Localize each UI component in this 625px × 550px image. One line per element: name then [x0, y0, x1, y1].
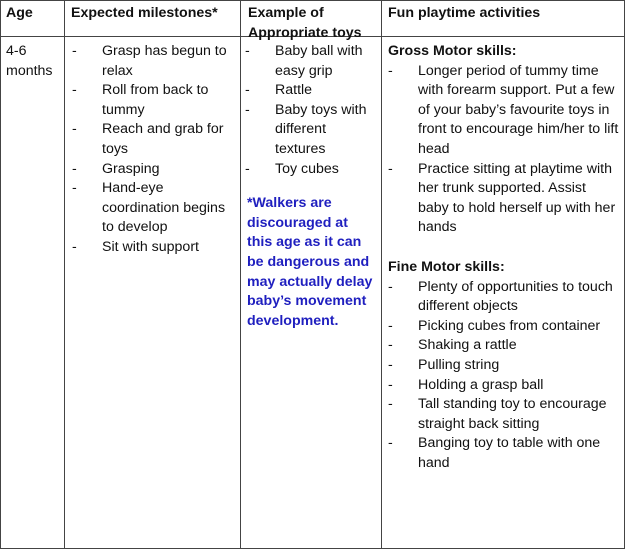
- fine-motor-title: Fine Motor skills:: [388, 258, 505, 275]
- list-item: - Banging toy to table with one hand: [388, 434, 620, 473]
- column-divider: [381, 0, 382, 548]
- list-item: - Holding a grasp ball: [388, 376, 620, 396]
- list-item: - Sit with support: [72, 238, 234, 258]
- list-item: - Grasping: [72, 160, 234, 180]
- gross-motor-title: Gross Motor skills:: [388, 43, 517, 59]
- list-item: - Plenty of opportunities to touch different objects: [388, 278, 620, 317]
- list-item: - Rattle: [245, 81, 377, 101]
- list-item: - Longer period of tummy time with forearm support. Put a few of your baby’s favourite toys in front to encourage him/her to lift head: [388, 62, 620, 160]
- header-toys: Example of Appropriate toys: [248, 5, 362, 41]
- milestones-list: [72, 42, 234, 258]
- header-milestones: Expected milestones*: [71, 5, 218, 21]
- gross-motor-list: [388, 62, 620, 238]
- list-item: - Practice sitting at playtime with her trunk supported. Assist baby to hold herself up with her hands: [388, 160, 620, 238]
- list-item: - Shaking a rattle: [388, 336, 620, 356]
- walker-warning: *Walkers are discouraged at this age as it can be dangerous and may actually delay baby’s movement development.: [247, 195, 373, 329]
- list-item: - Grasp has begun to relax: [72, 42, 234, 81]
- list-item: - Pulling string: [388, 356, 620, 376]
- list-item: - Baby ball with easy grip: [245, 42, 377, 81]
- list-item: - Reach and grab for toys: [72, 120, 234, 159]
- header-age: Age: [6, 5, 33, 21]
- list-item: - Baby toys with different textures: [245, 101, 377, 160]
- column-divider: [240, 0, 241, 548]
- list-item: - Hand-eye coordination begins to develop: [72, 179, 234, 238]
- age-cell: 4-6 months: [6, 43, 53, 79]
- list-item: - Roll from back to tummy: [72, 81, 234, 120]
- fine-motor-list: [388, 278, 620, 474]
- toys-list: [245, 42, 377, 179]
- header-activities: Fun playtime activities: [388, 5, 541, 21]
- list-item: - Tall standing toy to encourage straight back sitting: [388, 395, 620, 434]
- toys-cell: [245, 42, 377, 331]
- milestones-cell: [72, 42, 234, 258]
- activities-cell: [388, 42, 620, 473]
- list-item: - Toy cubes: [245, 160, 377, 180]
- list-item: - Picking cubes from container: [388, 317, 620, 337]
- column-divider: [64, 0, 65, 548]
